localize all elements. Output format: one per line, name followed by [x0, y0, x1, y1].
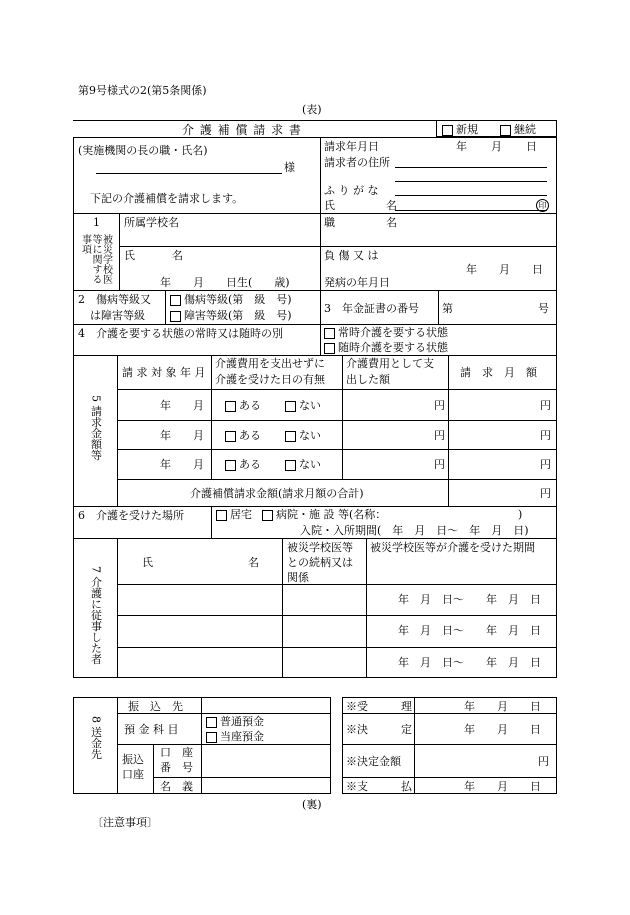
- care-period-row2: 年 月 日〜 年 月 日: [398, 624, 541, 637]
- col-no-expense-b: 介護を受けた日の有無: [215, 373, 325, 386]
- col-monthly-claim: 請 求 月 額: [460, 366, 537, 379]
- section1-number: 1: [93, 216, 100, 229]
- row3-yes-checkbox[interactable]: ある: [225, 459, 261, 471]
- row3-expense-yen: 円: [434, 458, 445, 471]
- relation-label-1: 被災学校医等: [287, 541, 353, 554]
- furigana-input[interactable]: [395, 195, 547, 196]
- transfer-account-label-2: 口座: [122, 768, 144, 781]
- request-date-label: 請求年月日: [324, 140, 379, 153]
- injury-label: 負 傷 又 は: [324, 249, 379, 262]
- back-label: (裏): [302, 798, 322, 811]
- hospital-close: ): [518, 508, 523, 521]
- school-label: 所属学校名: [124, 216, 179, 229]
- row2-expense-yen: 円: [434, 429, 445, 442]
- care-period-row1: 年 月 日〜 年 月 日: [398, 593, 541, 606]
- row3-ym: 年 月: [160, 458, 204, 471]
- total-claim-yen: 円: [540, 487, 551, 500]
- birth-date: 年 月 日生( 歳): [160, 276, 290, 289]
- care-period-label: 被災学校医等が介護を受けた期間: [370, 541, 535, 554]
- care-place-label: 6 介護を受けた場所: [78, 509, 184, 522]
- section7-side-label: 7 介護に従事した者: [89, 566, 103, 665]
- form-title: 介 護 補 償 請 求 書: [182, 123, 302, 137]
- decided-amount-yen: 円: [538, 755, 549, 768]
- go-label: 号: [538, 302, 549, 315]
- year-label: 年: [456, 140, 467, 153]
- injury-grade-checkbox[interactable]: 傷病等級(第 級 号): [170, 294, 292, 306]
- constant-care-checkbox[interactable]: 常時介護を要する状態: [324, 327, 448, 339]
- receipt-date: 年 月 日: [464, 700, 541, 713]
- care-state-label: 4 介護を要する状態の常時又は随時の別: [78, 327, 283, 340]
- row1-no-checkbox[interactable]: ない: [285, 400, 321, 412]
- s1-name-label-2: 名: [172, 249, 183, 262]
- row1-yes-checkbox[interactable]: ある: [225, 400, 261, 412]
- col-expense-a: 介護費用として支: [346, 357, 434, 370]
- deposit-type-label: 預 金 科 目: [124, 723, 179, 736]
- decision-date: 年 月 日: [464, 723, 541, 736]
- form-number: 第9号様式の2(第5条関係): [78, 84, 207, 97]
- front-label: (表): [302, 103, 322, 116]
- disability-grade-checkbox[interactable]: 障害等級(第 級 号): [170, 310, 292, 322]
- row1-ym: 年 月: [160, 399, 204, 412]
- relation-label-2: との続柄又は: [287, 556, 353, 569]
- furigana-label: ふ り が な: [324, 184, 379, 197]
- row3-claim-yen: 円: [540, 458, 551, 471]
- name-label-2: 名: [386, 199, 397, 212]
- job-label: 職: [324, 216, 335, 229]
- row2-claim-yen: 円: [540, 429, 551, 442]
- new-checkbox[interactable]: 新規: [442, 124, 478, 136]
- seal-mark: 印: [536, 199, 549, 212]
- row3-no-checkbox[interactable]: ない: [285, 459, 321, 471]
- row1-claim-yen: 円: [540, 399, 551, 412]
- name-label: 氏: [324, 199, 335, 212]
- grade-label: 2 傷病等級又: [78, 293, 151, 306]
- number-label: 番 号: [160, 761, 193, 774]
- address-input-2[interactable]: [395, 181, 547, 182]
- notes-heading: 〔注意事項〕: [92, 816, 158, 829]
- account-label: 口 座: [160, 746, 193, 759]
- receipt-label: ※受 理: [346, 700, 412, 713]
- col-target-month: 請 求 対 象 年 月: [122, 366, 206, 379]
- payment-label: ※支 払: [346, 780, 412, 793]
- transfer-account-label-1: 振込: [122, 753, 144, 766]
- decided-amount-label: ※決定金額: [346, 755, 401, 768]
- occasional-care-checkbox[interactable]: 随時介護を要する状態: [324, 342, 448, 354]
- request-text: 下記の介護補償を請求します。: [90, 192, 244, 205]
- s1-name-label: 氏: [124, 249, 135, 262]
- total-claim-label: 介護補償請求金額(請求月額の合計): [190, 487, 364, 500]
- injury-date: 年 月 日: [466, 263, 543, 276]
- col-expense-b: 出した額: [346, 373, 390, 386]
- transfer-dest-label: 振 込 先: [128, 700, 183, 713]
- current-deposit-checkbox[interactable]: 当座預金: [206, 731, 264, 743]
- row2-yes-checkbox[interactable]: ある: [225, 430, 261, 442]
- continue-checkbox[interactable]: 継続: [500, 124, 536, 136]
- row1-expense-yen: 円: [434, 399, 445, 412]
- relation-label-3: 関係: [287, 571, 309, 584]
- section5-side-label: 5 請求金額等: [89, 395, 103, 461]
- injury-label-2: 発病の年月日: [324, 276, 390, 289]
- caregiver-name-label: 氏: [142, 556, 153, 569]
- org-input[interactable]: [96, 173, 282, 174]
- day-label: 日: [526, 140, 537, 153]
- org-label: (実施機関の長の職・氏名): [78, 144, 208, 157]
- home-checkbox[interactable]: 居宅: [216, 509, 252, 521]
- col-no-expense-a: 介護費用を支出せずに: [215, 357, 325, 370]
- job-label-2: 名: [386, 216, 397, 229]
- address-label: 請求者の住所: [324, 156, 390, 169]
- month-label: 月: [491, 140, 502, 153]
- care-period-row3: 年 月 日〜 年 月 日: [398, 656, 541, 669]
- pension-label: 3 年金証書の番号: [324, 302, 419, 315]
- section1-side-label: 被災学校医等に関する事項: [79, 234, 112, 284]
- ordinary-deposit-checkbox[interactable]: 普通預金: [206, 716, 264, 728]
- row2-ym: 年 月: [160, 429, 204, 442]
- sama-label: 様: [284, 161, 295, 174]
- stay-period: 入院・入所期間( 年 月 日〜 年 月 日): [300, 524, 529, 537]
- decision-label: ※決 定: [346, 723, 412, 736]
- payment-date: 年 月 日: [464, 780, 541, 793]
- caregiver-name-label-2: 名: [248, 556, 259, 569]
- name-input[interactable]: [395, 210, 547, 211]
- address-input[interactable]: [395, 167, 547, 168]
- row2-no-checkbox[interactable]: ない: [285, 430, 321, 442]
- section8-side-label: 8 送金先: [89, 716, 103, 760]
- holder-label: 名 義: [160, 780, 193, 793]
- hospital-checkbox[interactable]: 病院・施 設 等(名称：: [262, 509, 386, 521]
- dai-label: 第: [442, 302, 453, 315]
- grade-label-2: は障害等級: [90, 309, 145, 322]
